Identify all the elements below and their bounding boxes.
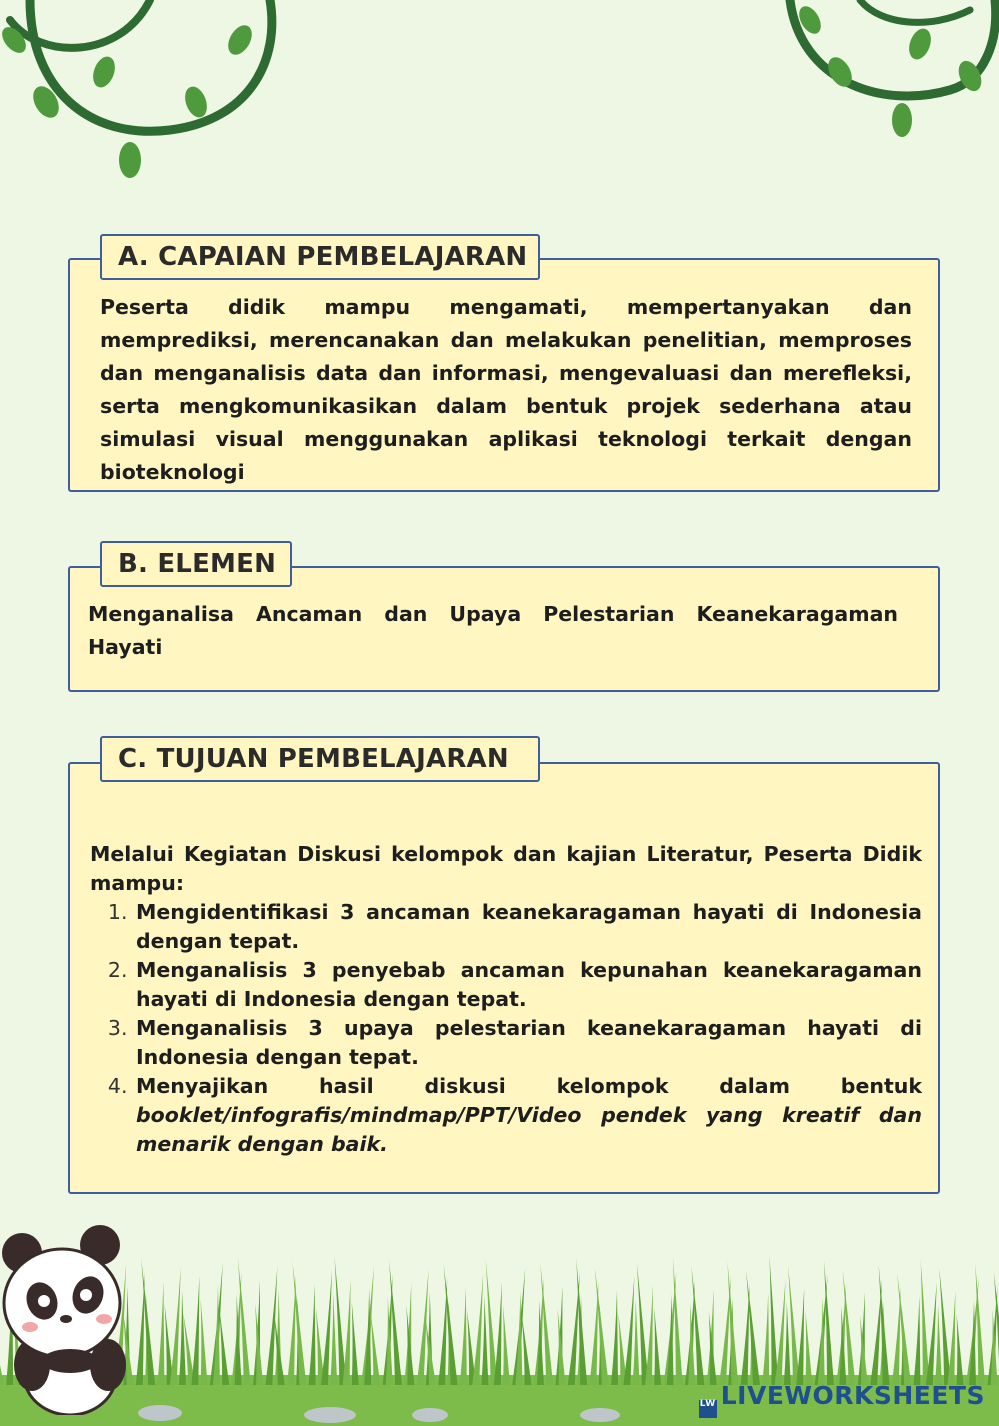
tujuan-goal-list [90, 898, 922, 1159]
list-item: 2. Menganalisis 3 penyebab ancaman kepunahan keanekaragaman hayati di Indonesia dengan tepat. [134, 956, 922, 1014]
grass-blade [191, 1276, 199, 1385]
tujuan-title: C. TUJUAN PEMBELAJARAN [100, 736, 540, 782]
grass-blade [481, 1296, 488, 1385]
panda-icon [0, 1215, 150, 1415]
grass-blade [769, 1256, 778, 1385]
grass-blade [975, 1263, 985, 1385]
grass-blade [157, 1281, 164, 1385]
capaian-title: A. CAPAIAN PEMBELAJARAN [100, 234, 540, 280]
list-item: 1. Mengidentifikasi 3 ancaman keanekaragaman hayati di Indonesia dengan tepat. [134, 898, 922, 956]
grass-blade [991, 1309, 998, 1385]
grass-blade [654, 1308, 661, 1385]
vine-left-icon [0, 0, 290, 190]
grass-blade [727, 1261, 738, 1385]
grass-blade [892, 1287, 901, 1385]
list-item [134, 1072, 922, 1159]
elemen-title: B. ELEMEN [100, 541, 292, 587]
goal4-text: Menyajikan hasil diskusi kelompok dalam bentuk [136, 1074, 922, 1098]
grass-blade [611, 1290, 618, 1385]
liveworksheets-logo-icon: LW [699, 1400, 717, 1418]
goal4-italic-text: booklet/infografis/mindmap/PPT/Video pendek yang kreatif dan menarik dengan baik. [136, 1103, 922, 1156]
grass-blade [287, 1275, 296, 1385]
grass-blade [673, 1257, 683, 1385]
grass-blade [589, 1281, 598, 1385]
grass-blade [879, 1264, 890, 1385]
grass-blade [762, 1293, 769, 1385]
grass-blade [201, 1299, 208, 1385]
grass-blade [537, 1300, 544, 1385]
grass-blade [438, 1278, 447, 1385]
grass-blade [503, 1305, 510, 1385]
grass-blade [522, 1314, 532, 1385]
grass-blade [688, 1303, 695, 1385]
grass-blade [386, 1297, 393, 1385]
grass-blade [309, 1284, 316, 1385]
grass-blade [805, 1311, 812, 1385]
grass-blade [957, 1314, 964, 1385]
grass-blade [741, 1284, 750, 1385]
grass-blade [824, 1260, 834, 1385]
tujuan-intro: Melalui Kegiatan Diskusi kelompok dan kajian Literatur, Peserta Didik mampu: [90, 842, 922, 895]
grass-blade [352, 1302, 359, 1385]
grass-blade [633, 1299, 640, 1385]
list-item: 3. Menganalisis 3 upaya pelestarian keanekaragaman hayati di Indonesia dengan tepat. [134, 1014, 922, 1072]
vine-right-icon [770, 0, 999, 150]
liveworksheets-logo-text: LIVEWORKSHEETS [720, 1381, 985, 1410]
grass-blade [935, 1305, 942, 1385]
capaian-text: Peserta didik mampu mengamati, mempertanyakan dan memprediksi, merencanakan dan melakukan penelitian, memproses dan menganalisis data dan informasi, mengevaluasi dan merefleksi, serta mengkomunikasikan dalam bentuk projek sederhana atau simulasi visual menggunakan aplikasi teknologi terkait dengan bioteknologi [100, 295, 912, 484]
grass-blade [576, 1258, 587, 1385]
grass-blade [839, 1306, 846, 1385]
grass-blade [235, 1294, 242, 1385]
grass-blade [219, 1308, 229, 1385]
grass-blade [921, 1259, 930, 1385]
grass-blade [370, 1311, 380, 1385]
section-tujuan [68, 762, 940, 1194]
liveworksheets-logo [699, 1381, 985, 1418]
grass-blade [330, 1293, 337, 1385]
section-capaian [68, 258, 940, 492]
grass-blade [179, 1290, 186, 1385]
elemen-text: Menganalisa Ancaman dan Upaya Pelestarian Keanekaragaman Hayati [88, 602, 898, 659]
grass-blade [913, 1296, 920, 1385]
grass-blade [784, 1302, 791, 1385]
grass-blade [460, 1287, 467, 1385]
